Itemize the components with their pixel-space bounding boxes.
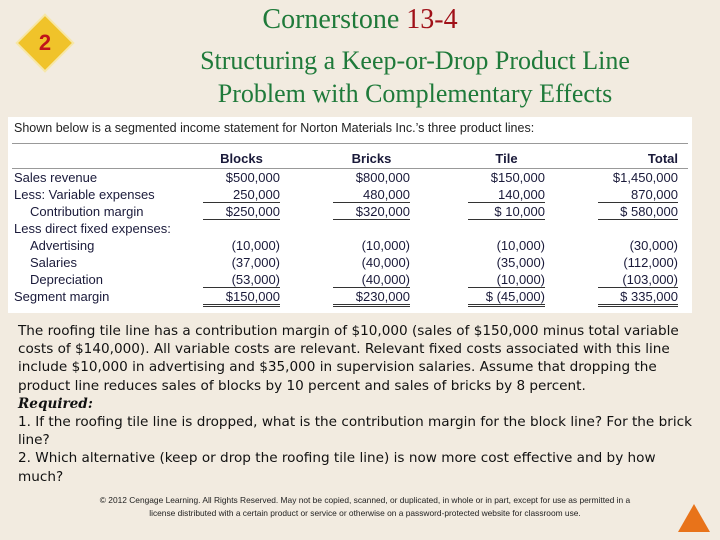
table-row (8, 204, 692, 221)
table-row (8, 221, 692, 238)
next-triangle-icon[interactable] (678, 504, 710, 532)
cell-total: (103,000) (598, 272, 678, 288)
problem-paragraph: The roofing tile line has a contribution margin of $10,000 (sales of $150,000 minus total variable costs of $140,000). All variable costs are relevant. Relevant fixed costs associated with this line include $10,000 in advertising and $35,000 in supervision salaries. Assume that dropping the product line reduces sales of blocks by 10 percent and sales of bricks by 8 percent. (18, 323, 679, 394)
badge-number: 2 (38, 30, 52, 55)
table-row (8, 238, 692, 255)
row-label: Depreciation (30, 272, 103, 287)
column-header-row (8, 151, 692, 168)
row-label: Contribution margin (30, 204, 144, 219)
question-1: 1. If the roofing tile line is dropped, what is the contribution margin for the block line? For the brick line? (18, 414, 692, 449)
cell-blocks: (10,000) (231, 238, 280, 253)
cell-bricks: $800,000 (355, 170, 410, 185)
table-row (8, 289, 692, 306)
problem-text (18, 322, 698, 486)
cell-tile: 140,000 (468, 187, 545, 203)
copyright-line-2: license distributed with a certain product or service or otherwise on a password-protected website for classroom use. (149, 508, 581, 518)
column-header-tile: Tile (495, 151, 518, 166)
table-row (8, 255, 692, 272)
cell-tile: $ (45,000) (468, 289, 545, 307)
cell-blocks: $250,000 (203, 204, 280, 220)
cell-bricks: 480,000 (333, 187, 410, 203)
row-label: Salaries (30, 255, 77, 270)
cell-bricks: $230,000 (333, 289, 410, 307)
subtitle-line-2: Problem with Complementary Effects (217, 79, 613, 108)
cell-blocks: 250,000 (203, 187, 280, 203)
cell-total: 870,000 (598, 187, 678, 203)
cell-tile: (35,000) (496, 255, 545, 270)
title-number: 13-4 (406, 4, 458, 35)
header-divider (12, 143, 688, 144)
cell-total: $ 580,000 (598, 204, 678, 220)
subtitle-line-1: Structuring a Keep-or-Drop Product Line (200, 46, 630, 75)
cell-blocks: $150,000 (203, 289, 280, 307)
cell-blocks: (53,000) (203, 272, 280, 288)
cell-bricks: $320,000 (333, 204, 410, 220)
cell-total: $1,450,000 (612, 170, 678, 185)
cell-blocks: $500,000 (225, 170, 280, 185)
cell-bricks: (40,000) (333, 272, 410, 288)
cell-bricks: (40,000) (361, 255, 410, 270)
required-heading: Required: (18, 395, 93, 412)
table-row (8, 187, 692, 204)
title-prefix: Cornerstone (262, 4, 407, 35)
cell-total: (30,000) (629, 238, 678, 253)
cell-blocks: (37,000) (231, 255, 280, 270)
column-header-divider (12, 168, 688, 169)
cell-total: $ 335,000 (598, 289, 678, 307)
statement-intro: Shown below is a segmented income statement for Norton Materials Inc.’s three product lines: (14, 121, 535, 135)
slide-subtitle (110, 44, 720, 110)
slide-title (0, 4, 720, 36)
cell-tile: $ 10,000 (468, 204, 545, 220)
cell-tile: (10,000) (468, 272, 545, 288)
copyright-line-1: © 2012 Cengage Learning. All Rights Reserved. May not be copied, scanned, or duplicated, in whole or in part, except for use as permitted in a (99, 495, 631, 505)
column-header-blocks: Blocks (220, 151, 263, 166)
column-header-bricks: Bricks (351, 151, 392, 166)
copyright-footer (40, 494, 690, 520)
cell-tile: $150,000 (490, 170, 545, 185)
income-statement-panel (8, 117, 692, 313)
row-label: Less: Variable expenses (14, 187, 155, 202)
table-row (8, 170, 692, 187)
cell-bricks: (10,000) (361, 238, 410, 253)
row-label: Segment margin (14, 289, 110, 304)
row-label: Sales revenue (14, 170, 98, 185)
question-2: 2. Which alternative (keep or drop the roofing tile line) is now more cost effective and by how much? (18, 450, 656, 485)
row-label: Less direct fixed expenses: (14, 221, 171, 236)
table-row (8, 272, 692, 289)
cell-total: (112,000) (623, 255, 678, 270)
column-header-total: Total (647, 151, 678, 166)
row-label: Advertising (30, 238, 95, 253)
cell-tile: (10,000) (496, 238, 545, 253)
